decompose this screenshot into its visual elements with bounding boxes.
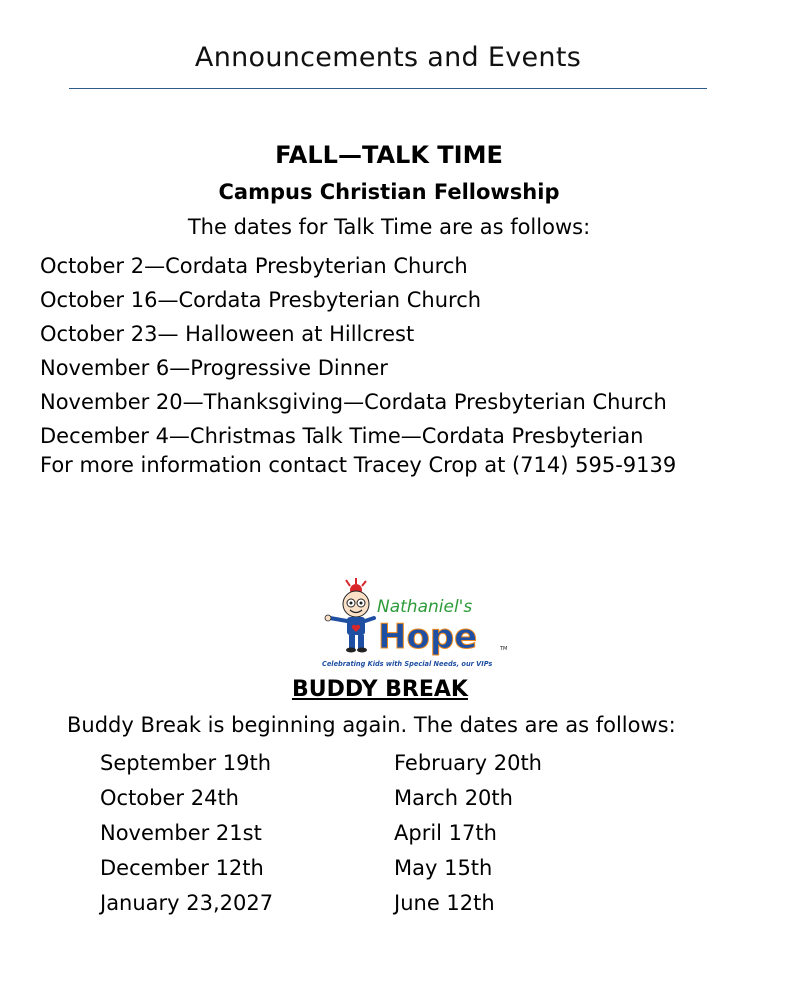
date-item: May 15th [394, 856, 493, 880]
event-item: November 20—Thanksgiving—Cordata Presbyterian Church [40, 390, 667, 414]
logo-name-line2: Hope [378, 617, 478, 657]
contact-info: For more information contact Tracey Crop at (714) 595-9139 [40, 453, 677, 477]
date-item: April 17th [394, 821, 497, 845]
logo-trademark: TM [500, 646, 508, 652]
buddy-break-dates-left [100, 746, 273, 921]
event-item: October 2—Cordata Presbyterian Church [40, 254, 468, 278]
nathaniels-hope-logo [320, 578, 512, 672]
date-item: September 19th [100, 751, 272, 775]
talk-time-event-list [40, 249, 667, 453]
buddy-break-intro: Buddy Break is beginning again. The dates are as follows: [67, 713, 676, 737]
event-item: October 23— Halloween at Hillcrest [40, 322, 415, 346]
event-item: October 16—Cordata Presbyterian Church [40, 288, 482, 312]
talk-time-title: FALL—TALK TIME [275, 141, 503, 169]
date-item: March 20th [394, 786, 513, 810]
event-item: November 6—Progressive Dinner [40, 356, 388, 380]
page-title: Announcements and Events [194, 42, 582, 73]
header-divider [69, 88, 707, 89]
event-item: December 4—Christmas Talk Time—Cordata Presbyterian [40, 424, 644, 448]
logo-tagline: Celebrating Kids with Special Needs, our VIPs [322, 660, 493, 668]
talk-time-intro: The dates for Talk Time are as follows: [187, 215, 591, 239]
date-item: February 20th [394, 751, 542, 775]
date-item: December 12th [100, 856, 264, 880]
talk-time-subtitle: Campus Christian Fellowship [218, 180, 560, 204]
buddy-break-dates-right [394, 746, 542, 921]
buddy-break-title: BUDDY BREAK [292, 677, 468, 702]
date-item: June 12th [394, 891, 495, 915]
date-item: October 24th [100, 786, 239, 810]
mascot-icon [325, 578, 374, 653]
date-item: November 21st [100, 821, 262, 845]
date-item: January 23,2027 [100, 891, 274, 915]
logo-name-line1: Nathaniel's [377, 597, 473, 617]
